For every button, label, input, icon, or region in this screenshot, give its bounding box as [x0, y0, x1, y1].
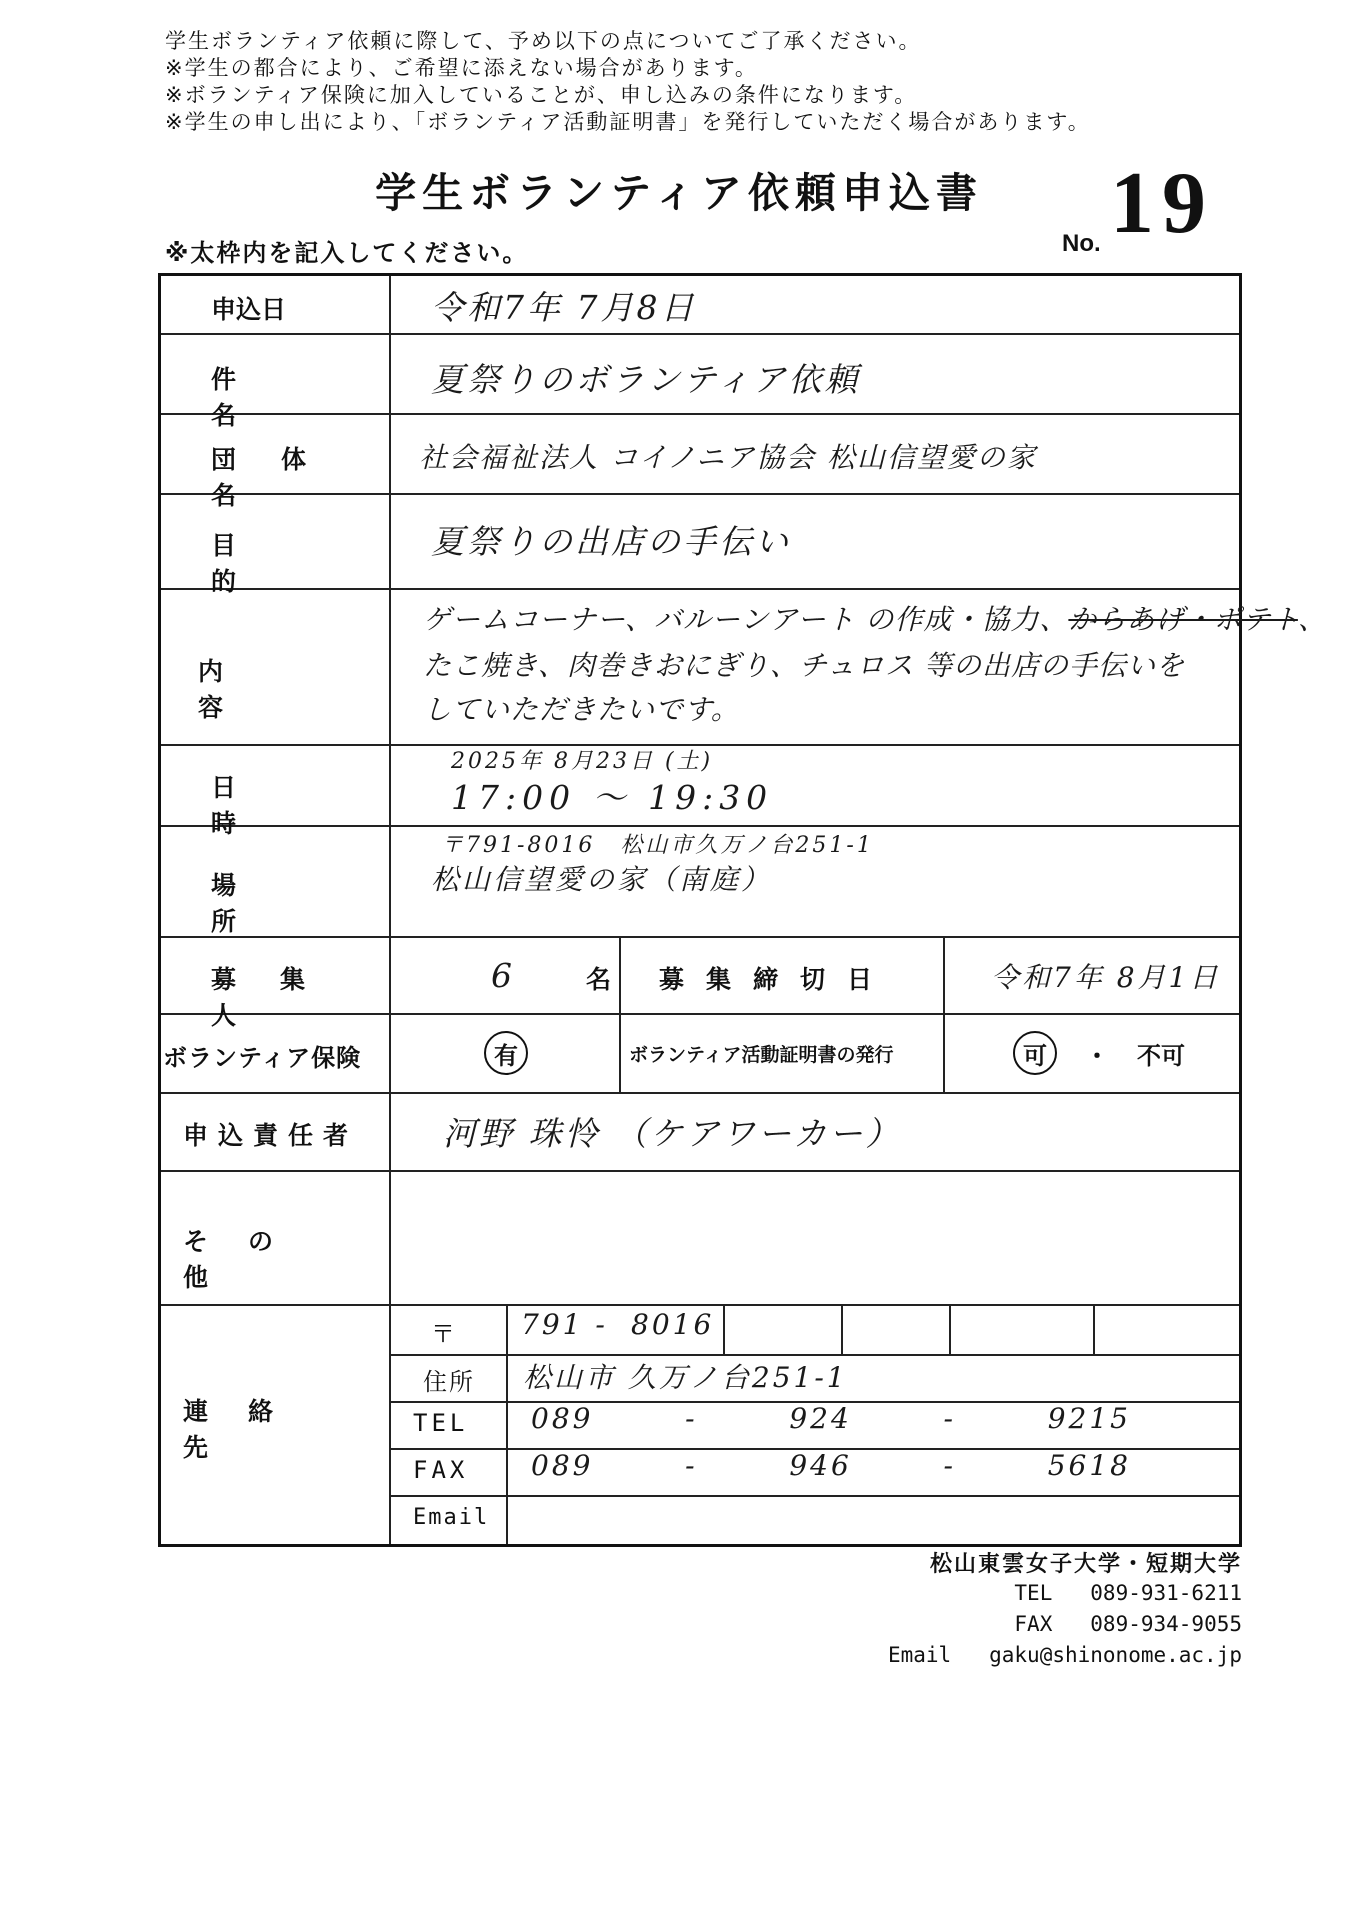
footer-university-name: 松山東雲女子大学・短期大学: [929, 1552, 1242, 1577]
postal-label: 〒: [431, 1320, 459, 1348]
place-name: 松山信望愛の家（南庭）: [431, 863, 773, 896]
footer-email: Email gaku@shinonome.ac.jp: [887, 1643, 1242, 1667]
place-address: 〒791-8016 松山市久万ノ台251-1: [441, 833, 874, 858]
address-value: 松山市 久万ノ台251-1: [523, 1361, 848, 1394]
organization-label: 団体名: [211, 445, 352, 510]
certificate-separator: ・: [1085, 1041, 1109, 1070]
purpose-value: 夏祭りの出店の手伝い: [431, 522, 791, 561]
postal-part-2: 8016: [631, 1308, 715, 1341]
postal-part-1: 791 -: [521, 1308, 608, 1341]
datetime-date: 2025年 8月23日 (土): [451, 749, 714, 774]
responsible-label: 申込責任者: [183, 1121, 359, 1150]
place-label: 場所: [211, 871, 333, 936]
recruit-count-unit: 名: [586, 965, 612, 994]
recruit-count-value: 6: [491, 956, 515, 995]
deadline-label: 募集締切日: [659, 965, 895, 994]
instruction: ※太枠内を記入してください。: [165, 239, 529, 267]
email-label: Email: [413, 1505, 490, 1530]
recruit-count-label: 募集人: [211, 965, 350, 1030]
insurance-label: ボランティア保険: [163, 1044, 362, 1072]
note-line: 学生ボランティア依頼に際して、予め以下の点についてご了承ください。: [165, 29, 922, 53]
application-form: [158, 273, 1327, 1547]
insurance-value: 有: [484, 1031, 528, 1075]
deadline-value: 令和7年 8月1日: [991, 961, 1221, 994]
subject-label: 件名: [211, 365, 333, 430]
content-struck-text: からあげ・ポテト: [1068, 603, 1298, 636]
datetime-label: 日時: [211, 773, 333, 838]
datetime-time: 17:00 〜 19:30: [451, 778, 774, 817]
organization-value: 社会福祉法人 コイノニア協会 松山信望愛の家: [419, 441, 1037, 474]
footer-tel: TEL 089-931-6211: [1014, 1581, 1242, 1605]
note-line: ※学生の都合により、ご希望に添えない場合があります。: [165, 56, 758, 80]
content-label: 内容: [198, 657, 320, 722]
application-date-label: 申込日: [211, 295, 287, 324]
other-label: その他: [183, 1227, 314, 1292]
application-date-value: 令和7年 7月8日: [431, 288, 697, 327]
purpose-label: 目的: [211, 531, 333, 596]
certificate-other: 不可: [1137, 1041, 1185, 1070]
note-line: ※学生の申し出により、「ボランティア活動証明書」を発行していただく場合があります。: [165, 110, 1091, 134]
content-line-1: ゲームコーナー、バルーンアート の作成・協力、からあげ・ポテト、: [423, 603, 1327, 636]
form-title: 学生ボランティア依頼申込書: [375, 169, 983, 217]
fax-label: FAX: [413, 1456, 469, 1484]
content-line-3: していただきたいです。: [423, 693, 740, 726]
certificate-options: [1013, 1031, 1185, 1075]
subject-value: 夏祭りのボランティア依頼: [431, 360, 861, 399]
contact-label: 連絡先: [183, 1397, 314, 1462]
notes: [165, 28, 1091, 136]
note-line: ※ボランティア保険に加入していることが、申し込みの条件になります。: [165, 83, 918, 107]
tel-value: 089 - 924 - 9215: [531, 1402, 1131, 1435]
certificate-label: ボランティア活動証明書の発行: [629, 1044, 894, 1066]
footer-fax: FAX 089-934-9055: [1014, 1612, 1242, 1636]
fax-value: 089 - 946 - 5618: [531, 1449, 1131, 1482]
address-label: 住所: [423, 1368, 475, 1396]
tel-label: TEL: [413, 1409, 469, 1437]
content-line-2: たこ焼き、肉巻きおにぎり、チュロス 等の出店の手伝いを: [423, 649, 1185, 682]
number-label: No.: [1062, 230, 1101, 257]
certificate-selected: 可: [1013, 1031, 1057, 1075]
responsible-value: 河野 珠怜 （ケアワーカー）: [443, 1114, 902, 1153]
number-value: 19: [1110, 155, 1214, 252]
